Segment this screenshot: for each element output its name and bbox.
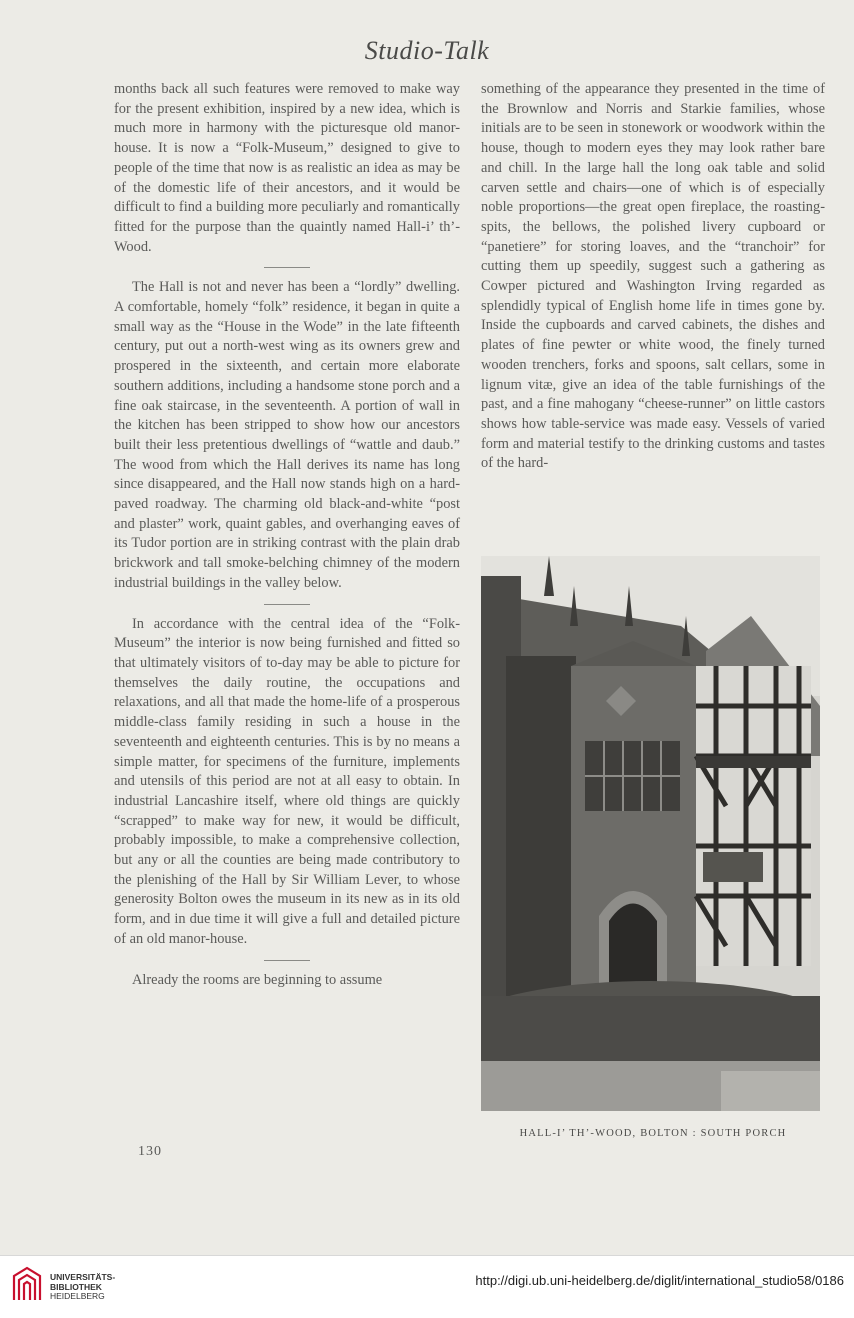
library-name bbox=[50, 1273, 115, 1302]
library-footer bbox=[0, 1255, 854, 1318]
photograph-illustration bbox=[481, 556, 820, 1111]
figure-caption: HALL-I’ TH’-WOOD, BOLTON : SOUTH PORCH bbox=[519, 1128, 787, 1139]
library-name-line: BIBLIOTHEK bbox=[50, 1281, 102, 1292]
library-name-line: HEIDELBERG bbox=[50, 1291, 105, 1301]
south-porch-photograph bbox=[481, 556, 820, 1111]
paragraph: Already the rooms are beginning to assume bbox=[132, 971, 383, 988]
right-column bbox=[481, 80, 825, 474]
source-url-link[interactable]: http://digi.ub.uni-heidelberg.de/diglit/international_studio58/0186 bbox=[475, 1273, 844, 1288]
paragraph: In accordance with the central idea of the “Folk-Museum” the interior is now being furnished and fitted so that ultimately visitors of to-day may be able to picture for themselves the daily routine, the occupations and relaxations, and all that made the home-life of a prosperous middle-class family residing in such a house in the seventeenth and eighteenth centuries. This is by no means a simple matter, for specimens of the furniture, implements and utensils of this period are not at all easy to obtain. In industrial Lancashire itself, where old things are quickly “scrapped” to make way for new, it would be difficult, probably impossible, to make a comprehensive collection, but any or all the counties are being made contributory to the plenishing of the Hall by Sir William Lever, to whose generosity Bolton owes the museum in its new as in its old form, and in due time it will give a full and detailed picture of an old manor-house. bbox=[114, 615, 460, 947]
library-logo-icon bbox=[10, 1266, 44, 1302]
paragraph: months back all such features were removed to make way for the present exhibition, inspired by a new idea, which is much more in harmony with the picturesque old manor-house. It is now a “Folk-Museum,” designed to give to people of the time that now is as realistic an idea as may be of the domestic life of their ancestors, and it would be difficult to find a building more peculiarly and romantically fitted for the purpose than the quaintly named Hall-i’ th’-Wood. bbox=[114, 81, 460, 255]
section-divider bbox=[264, 267, 310, 268]
running-header: Studio-Talk bbox=[364, 36, 490, 65]
paragraph: The Hall is not and never has been a “lordly” dwelling. A comfortable, homely “folk” residence, it began in quite a small way as the “House in the Wode” in the late fifteenth century, put out a north-west wing as its owners grew and prospered in the sixteenth, and certain more elaborate southern additions, including a handsome stone porch and a fine oak staircase, in the seventeenth. A portion of wall in the kitchen has been stripped to show how our ancestors built their less pretentious dwellings of “wattle and daub.” The wood from which the Hall derives its name has long since disappeared, and the Hall now stands high on a hard-paved roadway. The charming old black-and-white “post and plaster” work, quaint gables, and overhanging eaves of its Tudor portion are in striking contrast with the plain drab brickwork and tall smoke-belching chimney of the modern industrial buildings in the valley below. bbox=[114, 279, 460, 591]
section-divider bbox=[264, 960, 310, 961]
paragraph: something of the appearance they presented in the time of the Brownlow and Norris and Starkie families, whose initials are to be seen in stonework or woodwork within the house, though to modern eyes they may look rather bare and chill. In the large hall the long oak table and solid carven settle and chairs—one of which is of especially noble proportions—the great open fireplace, the roasting-spits, the bellows, the polished livery cupboard or “panetiere” for storing loaves, and the “tranchoir” for cutting them up speedily, suggest such a gathering as Cowper pictured and Washington Irving regarded as splendidly typical of English home life in times gone by. Inside the cupboards and carved cabinets, the dishes and plates of fine pewter or white wood, the finely turned wooden trenchers, forks and spoons, salt cellars, some in lignum vitæ, give an idea of the table furnishings of the past, and a fine mahogany “cheese-runner” on little castors shows how table-service was made easy. Vessels of varied form and material testify to the drinking customs and tastes of the hard- bbox=[481, 81, 825, 472]
section-divider bbox=[264, 604, 310, 605]
library-name-line: UNIVERSITÄTS- bbox=[50, 1272, 116, 1282]
page-number: 130 bbox=[138, 1144, 162, 1159]
left-column bbox=[114, 80, 460, 990]
